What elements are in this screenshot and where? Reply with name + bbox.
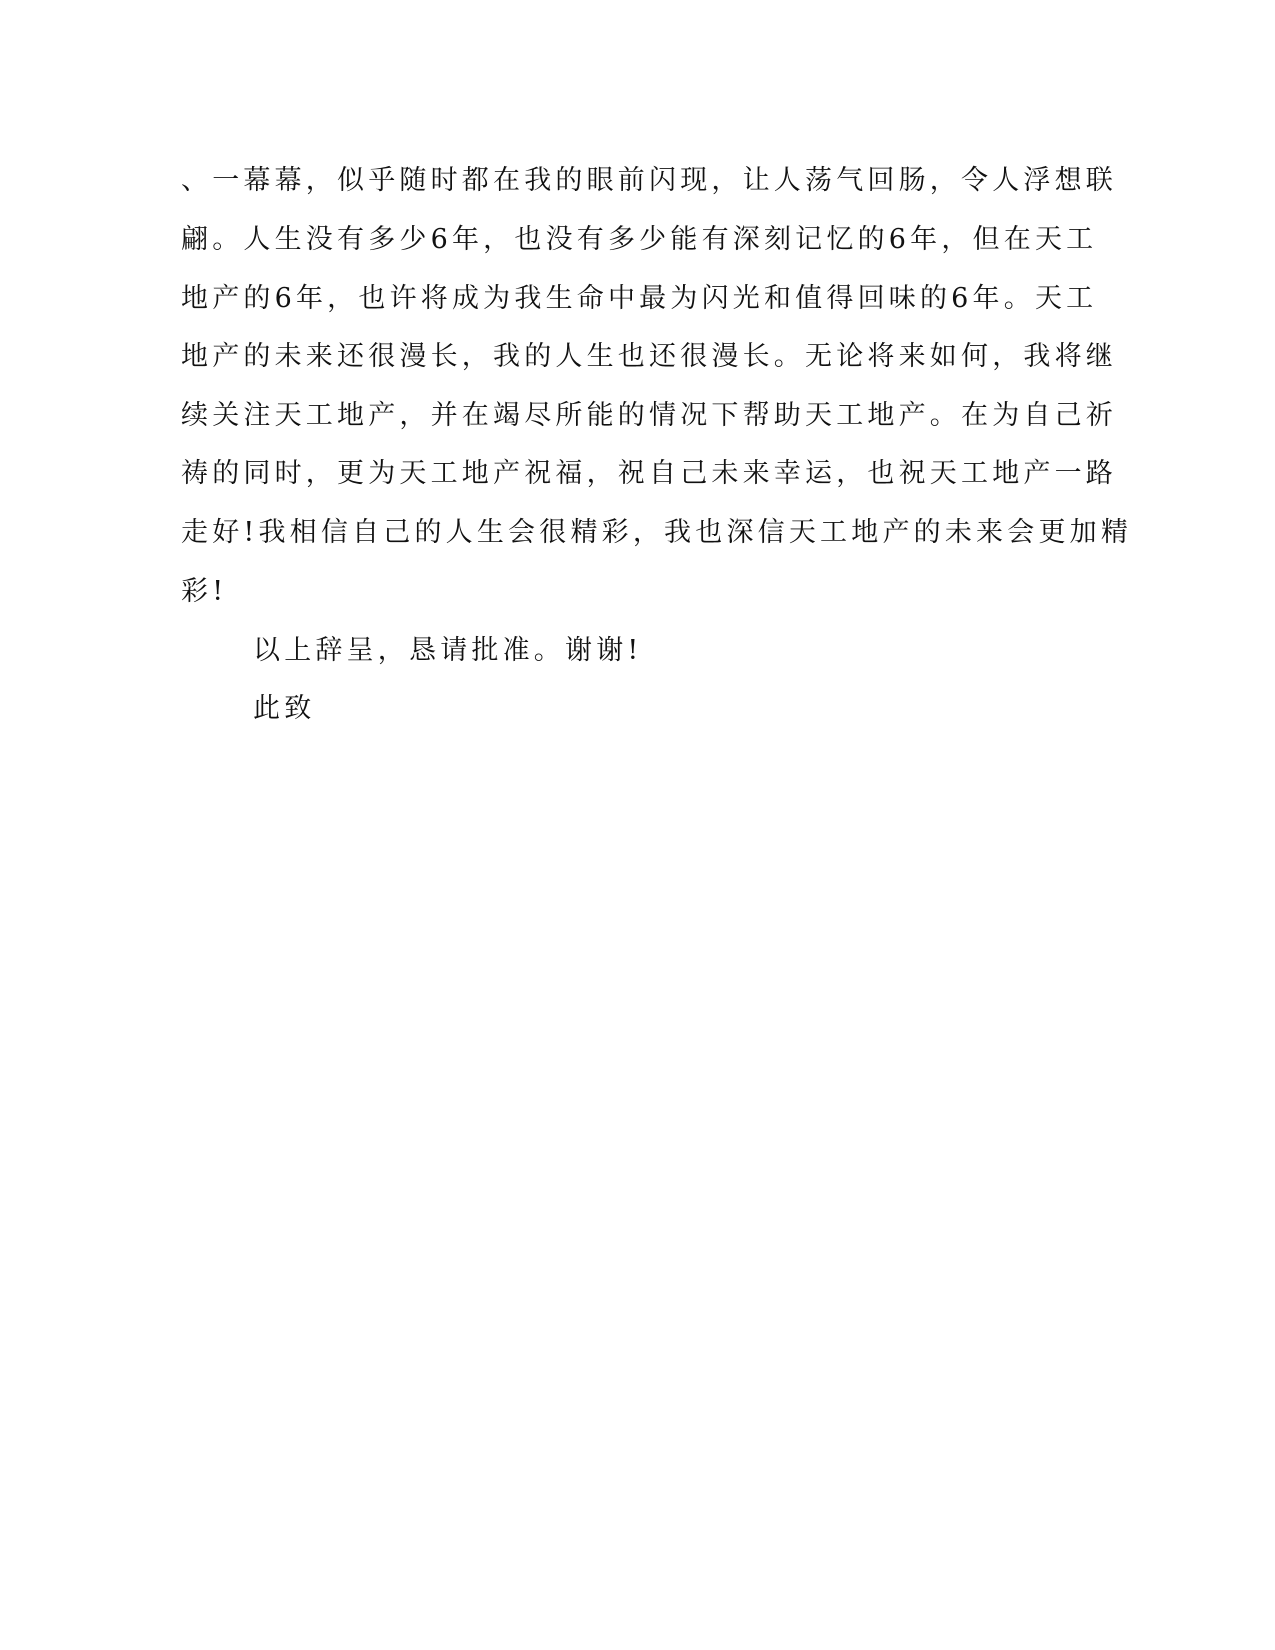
- salutation: 此致: [253, 693, 316, 724]
- paragraph-line-5: 续关注天工地产，并在竭尽所能的情况下帮助天工地产。在为自己祈: [181, 400, 1117, 431]
- paragraph-line-2: 翩。人生没有多少6年，也没有多少能有深刻记忆的6年，但在天工: [181, 224, 1098, 255]
- paragraph-line-6: 祷的同时，更为天工地产祝福，祝自己未来幸运，也祝天工地产一路: [181, 458, 1117, 489]
- paragraph-line-4: 地产的未来还很漫长，我的人生也还很漫长。无论将来如何，我将继: [181, 341, 1117, 372]
- paragraph-line-7: 走好!我相信自己的人生会很精彩，我也深信天工地产的未来会更加精: [181, 517, 1133, 548]
- paragraph-line-1: 、一幕幕，似乎随时都在我的眼前闪现，让人荡气回肠，令人浮想联: [181, 165, 1117, 196]
- paragraph-line-3: 地产的6年，也许将成为我生命中最为闪光和值得回味的6年。天工: [181, 283, 1098, 314]
- paragraph-line-8: 彩!: [181, 576, 228, 607]
- closing-request: 以上辞呈，恳请批准。谢谢!: [253, 635, 643, 666]
